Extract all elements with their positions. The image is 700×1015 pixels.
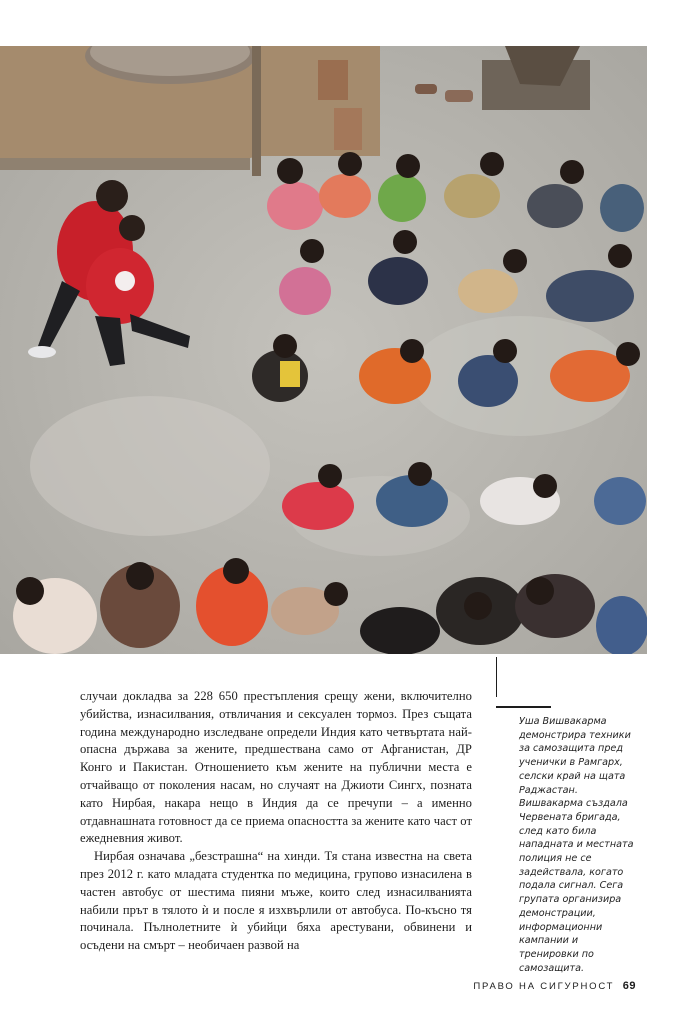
page-footer: [473, 980, 636, 992]
caption-vertical-rule: [496, 657, 497, 697]
photo-self-defense-demonstration: [0, 46, 647, 654]
caption-horizontal-rule: [496, 706, 551, 708]
article-body: [80, 688, 472, 955]
hero-photo: [0, 46, 647, 654]
section-title: ПРАВО НА СИГУРНОСТ: [473, 981, 615, 992]
body-paragraph-2: Нирбая означава „безстрашна“ на хинди. Тя стана известна на света през 2012 г. като младата студентка по медицина, групово изнасилена в частен автобус от шестима пияни мъже, които след изнасилванията набили прът в тялото ѝ и после я изхвърлили от автобуса. По-късно тя починала. Пълнолетните ѝ убийци бяха арестувани, обвинени и осъдени на смърт – необичаен развой на: [80, 849, 472, 953]
page-number: 69: [622, 980, 636, 992]
body-paragraph-1: случаи докладва за 228 650 престъпления срещу жени, включително убийства, изнасилвания, отвличания и сексуален тормоз. През същата година международно изследване определи Индия като четвъртата най-опасна държава за жените, предшествана само от Афганистан, ДР Конго и Пакистан. Отношението към жените на публични места е отчайващо от поколения насам, но случаят на Джиоти Сингх, позната като Нирбая, накара нещо в Индия да се пречупи – а именно отдавнашната готовност да се приема опасността за жените като част от ежедневния живот.: [80, 689, 472, 846]
photo-caption: Уша Вишвакарма демонстрира техники за самозащита пред ученички в Рамгарх, селски край на щата Раджастан. Вишвакарма създала Червената бригада, след като била нападната и местната полиция не се задействала, когато подала сигнал. Сега групата организира демонстрации, информационни кампании и тренировки по самозащита.: [519, 716, 634, 974]
